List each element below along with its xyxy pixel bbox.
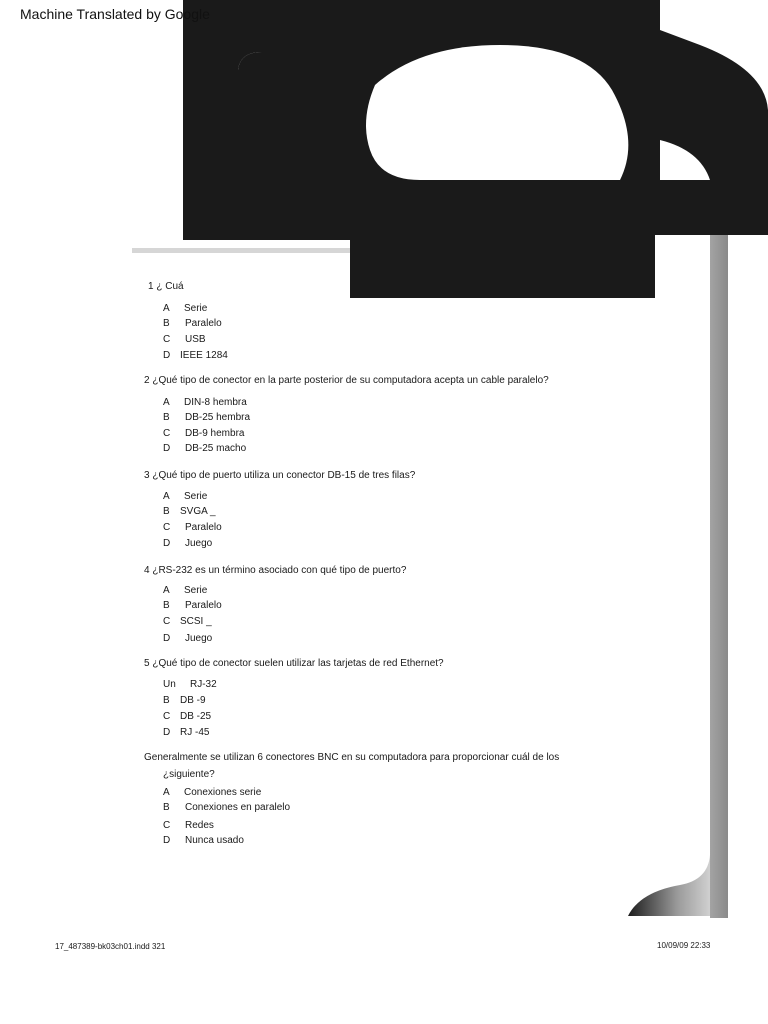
- question-text: ¿ Cuá: [156, 281, 184, 292]
- option-letter: C: [163, 820, 171, 831]
- option-letter: A: [163, 303, 170, 314]
- option-text: RJ -45: [180, 727, 210, 738]
- option-text: Conexiones en paralelo: [185, 802, 291, 813]
- option-text: Serie: [184, 585, 208, 596]
- option-letter: B: [163, 506, 170, 517]
- question-text: ¿Qué tipo de puerto utiliza un conector DB-15 de tres filas?: [152, 470, 416, 481]
- question-4: [144, 565, 406, 576]
- question-number: 3: [144, 470, 150, 481]
- option-letter: D: [163, 350, 171, 361]
- option-text: Nunca usado: [185, 835, 244, 846]
- option-text: DB-9 hembra: [185, 428, 245, 439]
- option-letter: A: [163, 491, 170, 502]
- option-letter: C: [163, 334, 171, 345]
- option-text: IEEE 1284: [180, 350, 228, 361]
- option-text: SVGA _: [180, 506, 216, 517]
- option-text: SCSI _: [180, 616, 212, 627]
- option-text: Paralelo: [185, 522, 222, 533]
- option-text: DIN-8 hembra: [184, 397, 247, 408]
- question-number: 1: [148, 281, 154, 292]
- option-text: Juego: [185, 633, 213, 644]
- option-letter: B: [163, 802, 170, 813]
- option-text: Serie: [184, 491, 208, 502]
- option-letter: B: [163, 600, 170, 611]
- option-text: Conexiones serie: [184, 787, 262, 798]
- option-letter: B: [163, 412, 170, 423]
- option-letter: D: [163, 633, 171, 644]
- question-text: ¿Qué tipo de conector suelen utilizar las tarjetas de red Ethernet?: [152, 658, 444, 669]
- footer-file-name: 17_487389-bk03ch01.indd 321: [55, 942, 166, 951]
- machine-translated-label: Machine Translated by Google: [20, 6, 210, 22]
- question-6: [144, 752, 559, 763]
- question-1: [148, 281, 184, 292]
- option-letter: D: [163, 443, 171, 454]
- option-text: DB-25 hembra: [185, 412, 251, 423]
- question-6-continuation: ¿siguiente?: [163, 769, 215, 780]
- footer-timestamp: 10/09/09 22:33: [657, 941, 711, 950]
- option-letter: A: [163, 585, 170, 596]
- question-number: 6: [257, 752, 263, 763]
- option-letter: A: [163, 397, 170, 408]
- option-text: Redes: [185, 820, 214, 831]
- question-text: ¿Qué tipo de conector en la parte posterior de su computadora acepta un cable paralelo?: [152, 375, 549, 386]
- option-letter: C: [163, 711, 171, 722]
- question-3: [144, 470, 415, 481]
- option-text: DB -25: [180, 711, 212, 722]
- option-letter: A: [163, 787, 170, 798]
- question-number: 4: [144, 565, 150, 576]
- question-text: conectores BNC en su computadora para proporcionar cuál de los: [265, 752, 560, 763]
- option-letter: B: [163, 695, 170, 706]
- option-letter: B: [163, 318, 170, 329]
- question-5: [144, 658, 444, 669]
- option-text: RJ-32: [190, 679, 217, 690]
- question-number: 5: [144, 658, 150, 669]
- option-letter: D: [163, 835, 171, 846]
- option-text: Paralelo: [185, 600, 222, 611]
- option-letter: Un: [163, 679, 176, 690]
- question-text: ¿RS-232 es un término asociado con qué tipo de puerto?: [152, 565, 407, 576]
- option-letter: C: [163, 428, 171, 439]
- option-text: Juego: [185, 538, 213, 549]
- option-text: DB -9: [180, 695, 206, 706]
- option-letter: C: [163, 522, 171, 533]
- option-text: USB: [185, 334, 206, 345]
- question-2: [144, 375, 549, 386]
- question-lead: Generalmente se utilizan: [144, 752, 255, 763]
- question-number: 2: [144, 375, 150, 386]
- option-letter: C: [163, 616, 171, 627]
- option-letter: D: [163, 727, 171, 738]
- option-text: DB-25 macho: [185, 443, 247, 454]
- option-letter: D: [163, 538, 171, 549]
- option-text: Paralelo: [185, 318, 222, 329]
- option-text: Serie: [184, 303, 208, 314]
